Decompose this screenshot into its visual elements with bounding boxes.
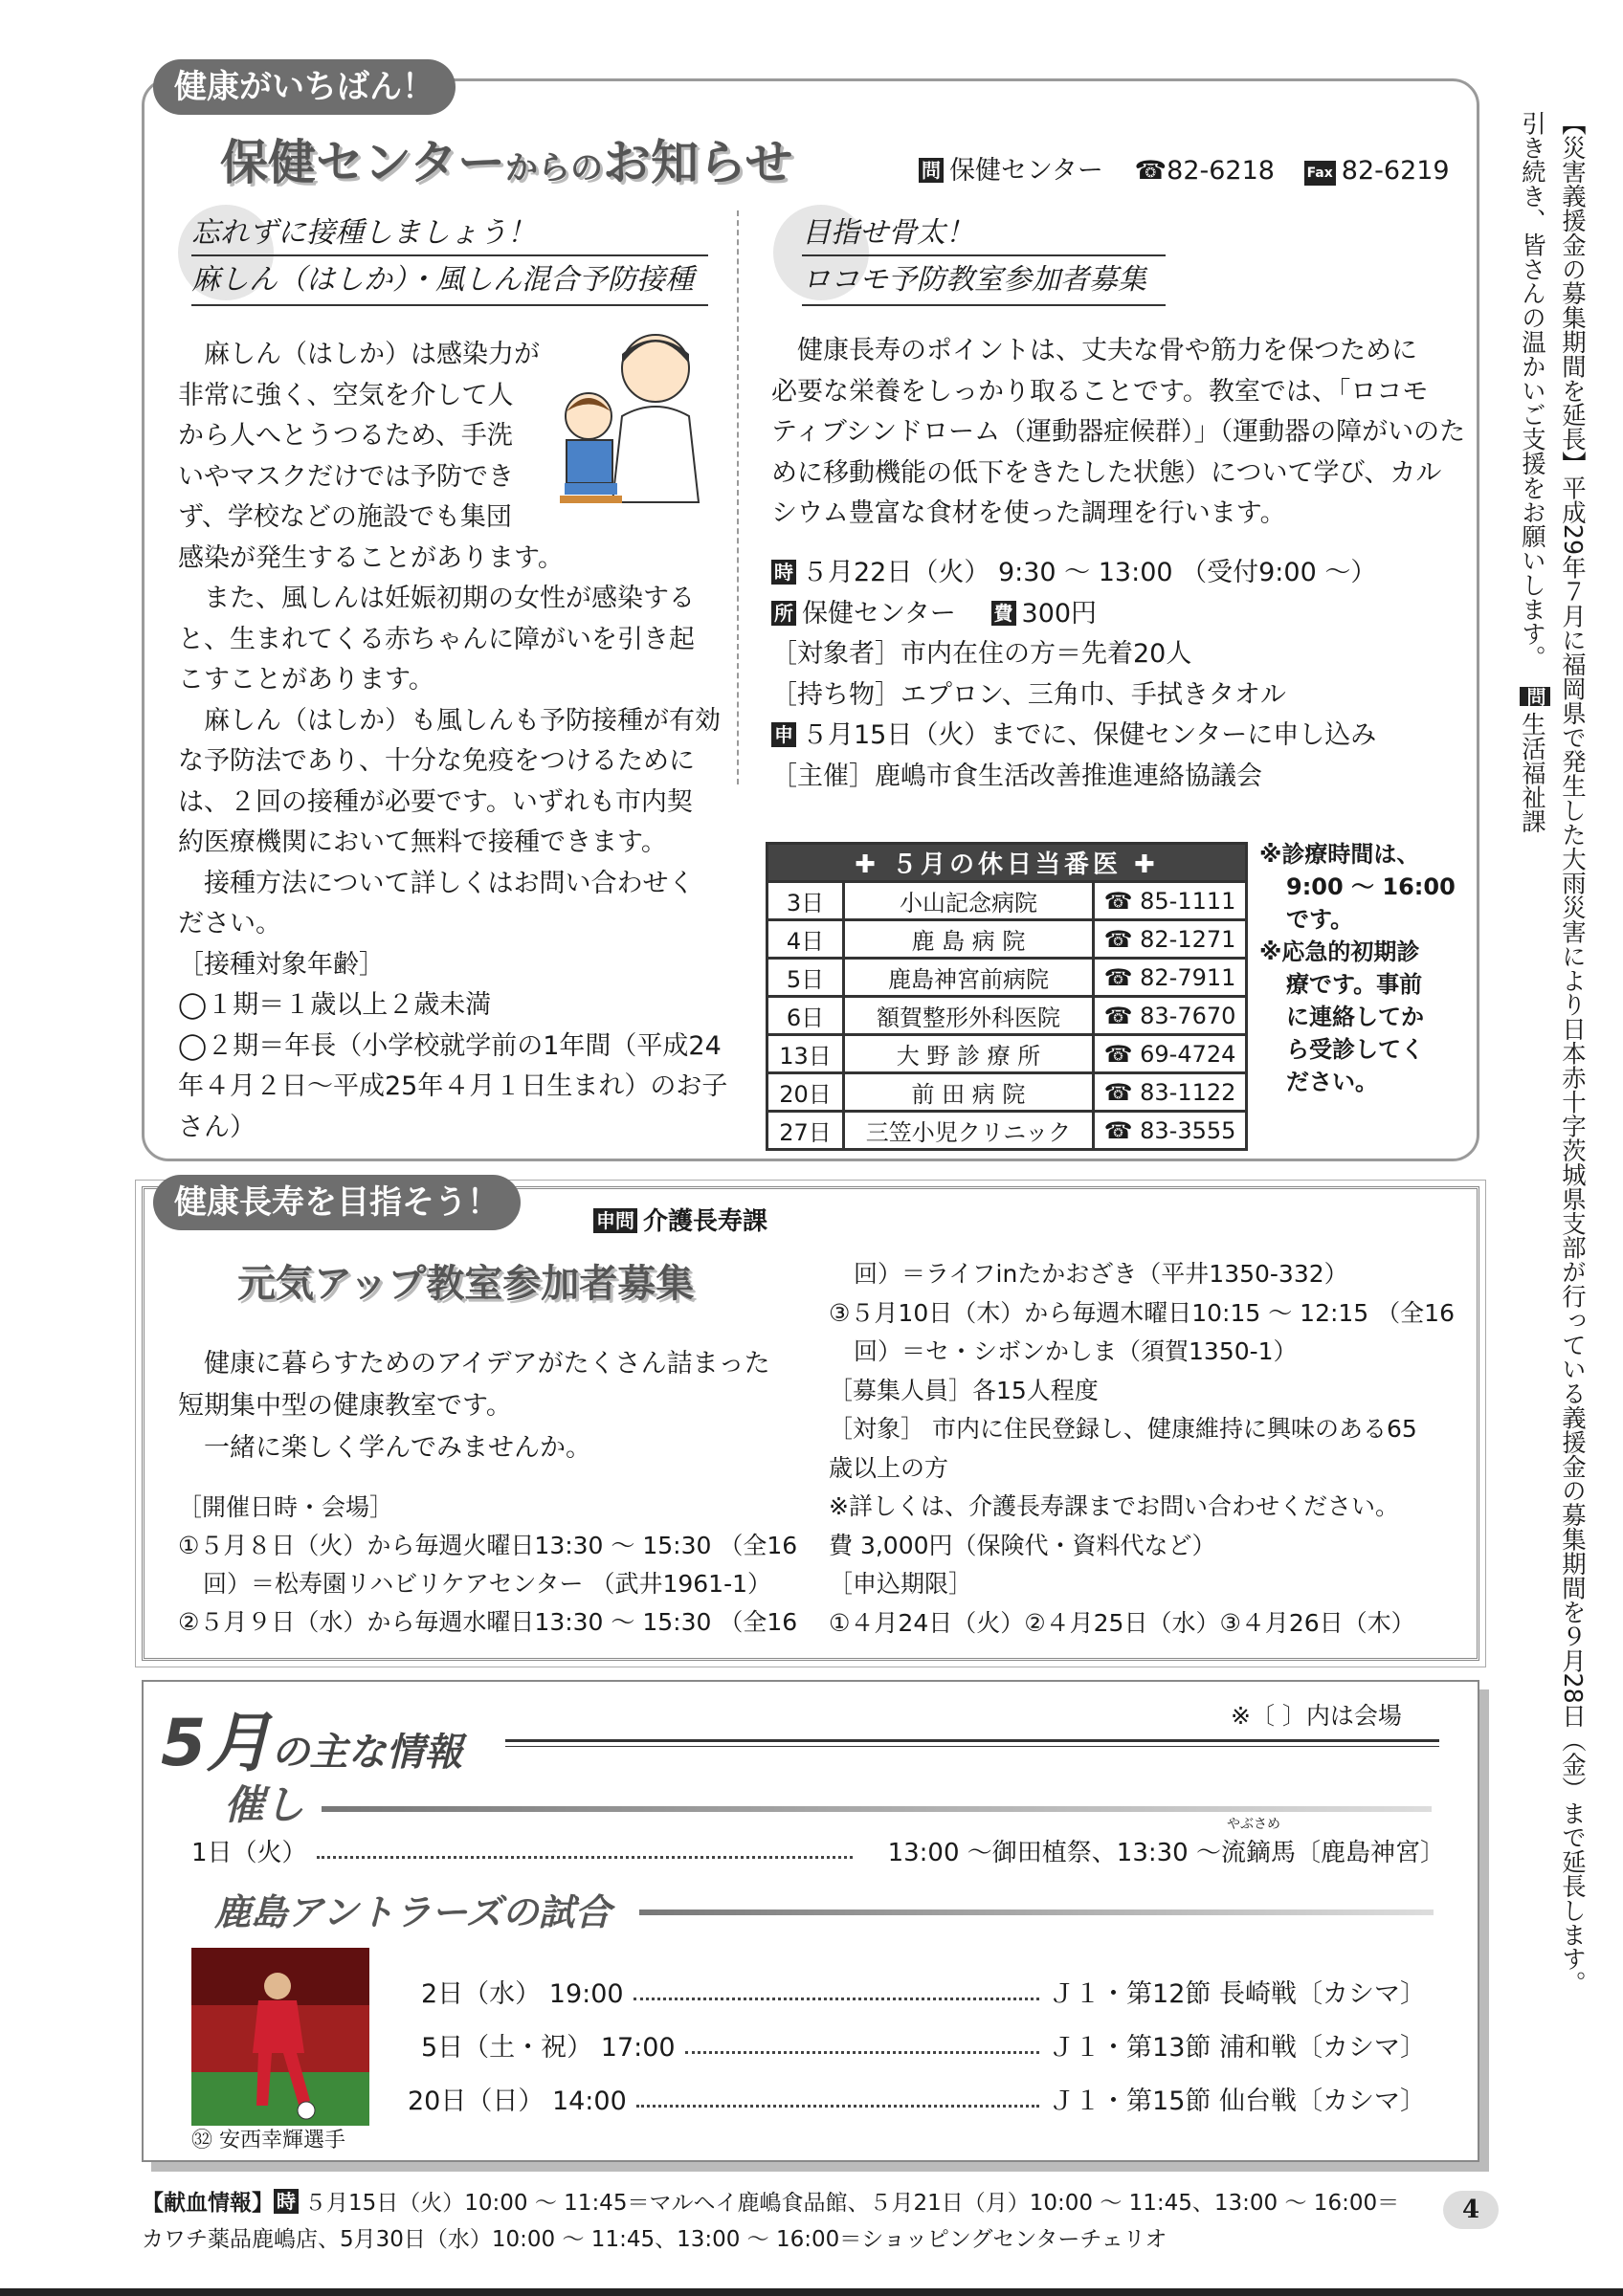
- blood-donation-info: [142, 2185, 1399, 2258]
- duty-tel-value: 83-1122: [1140, 1078, 1236, 1106]
- duty-day: 5日: [767, 959, 844, 997]
- text-line: さん）: [178, 1112, 256, 1142]
- genki-contact: [593, 1202, 767, 1237]
- apply-tag: 申: [771, 722, 796, 747]
- event-detail-c: 〔鹿島神宮〕: [1295, 1839, 1445, 1867]
- table-row: [767, 1073, 1247, 1112]
- duty-day: 13日: [767, 1035, 844, 1073]
- side-notice-col2: [1516, 111, 1550, 833]
- title-part-c: の: [570, 149, 603, 188]
- text-line: ◯２期＝年長（小学校就学前の1年間（平成24: [178, 1030, 722, 1061]
- locomo-time: [771, 553, 1376, 594]
- note-line: ※診療時間は、: [1259, 841, 1420, 868]
- genki-right: [829, 1255, 1455, 1643]
- table-row: [767, 997, 1247, 1035]
- text-line: ①５月８日（火）から毎週火曜日13:30 〜 15:30 （全16: [178, 1532, 798, 1559]
- locomo-target: ［対象者］市内在住の方＝先着20人: [771, 639, 1192, 669]
- title-part-d: お知らせ: [603, 135, 793, 190]
- antlers-heading: 鹿島アントラーズの試合: [214, 1891, 611, 1933]
- event-date: 1日（火）: [191, 1839, 307, 1867]
- text-line: めに移動機能の低下をきたした状態）について学び、カル: [771, 457, 1442, 488]
- duty-name: 鹿島神宮前病院: [844, 959, 1094, 997]
- table-row: [767, 882, 1247, 920]
- text-line: また、風しんは妊娠初期の女性が感染する: [204, 584, 695, 613]
- text-line: 健康に暮らすためのアイデアがたくさん詰まった: [204, 1349, 770, 1379]
- match-row: [408, 2080, 1426, 2117]
- contact-dept: 介護長寿課: [643, 1207, 768, 1236]
- bottom-rule: [0, 2288, 1623, 2296]
- match-row: [421, 1973, 1426, 2010]
- event-detail-a: 13:00 〜御田植祭、13:30 〜: [887, 1839, 1221, 1867]
- vertical-divider: [737, 210, 739, 784]
- text-line: ティブシンドローム（運動器症候群）」（運動器の障がいのた: [771, 417, 1466, 447]
- note-line: ら受診してく: [1286, 1036, 1424, 1063]
- antlers-heading-bar: [639, 1910, 1434, 1915]
- duty-name: 額賀整形外科医院: [844, 997, 1094, 1035]
- leader-dots: [317, 1856, 853, 1859]
- genki-intro: [178, 1343, 770, 1469]
- text-line: 健康長寿のポイントは、丈夫な骨や筋力を保つために: [797, 336, 1417, 365]
- locomo-heading: [802, 212, 1166, 306]
- venue-note: ※〔 〕内は会場: [1231, 1702, 1402, 1730]
- text-line: と、生まれてくる赤ちゃんに障がいを引き起: [178, 624, 695, 654]
- side-notice-col1: 【災害義援金の募集期間を延長】平成29年７月に福岡県で発生した大雨災害により日本赤十字茨城県支部が行っている義援金の募集期間を９月28日（金）まで延長します。: [1559, 111, 1588, 1996]
- title-rule: [505, 1739, 1439, 1747]
- page-number: 4: [1443, 2191, 1499, 2229]
- duty-day: 3日: [767, 882, 844, 920]
- match-date: 2日（水） 19:00: [421, 1979, 624, 2009]
- table-row: [767, 1035, 1247, 1073]
- place-tag: 所: [771, 601, 796, 626]
- health-center-contact: [919, 149, 1450, 187]
- blood-label: 【献血情報】: [142, 2191, 274, 2216]
- may-info-title: [161, 1691, 462, 1784]
- duty-tel-value: 82-7911: [1140, 963, 1236, 991]
- duty-tel: ☎ 83-7670: [1094, 997, 1247, 1035]
- health-center-title: [220, 124, 793, 193]
- genki-left: [178, 1489, 797, 1642]
- text-line: 回）＝セ・シボンかしま（須賀1350-1）: [854, 1337, 1298, 1365]
- duty-tel-value: 83-7670: [1140, 1002, 1236, 1029]
- text-line: ［対象］ 市内に住民登録し、健康維持に興味のある65: [829, 1415, 1417, 1443]
- match-detail: Ｊ１・第12節 長崎戦〔カシマ〕: [1049, 1979, 1426, 2009]
- duty-tel: ☎ 85-1111: [1094, 882, 1247, 920]
- match-detail: Ｊ１・第13節 浦和戦〔カシマ〕: [1049, 2033, 1426, 2063]
- leader-dots: [634, 1998, 1039, 2000]
- event-detail-b: 流鏑馬: [1220, 1839, 1296, 1867]
- text-line: 一緒に楽しく学んでみませんか。: [204, 1433, 591, 1463]
- fax-icon: Fax: [1304, 161, 1336, 186]
- text-line: 回）＝松寿園リハビリケアセンター （武井1961-1）: [203, 1570, 771, 1598]
- text-line: ※詳しくは、介護長寿課までお問い合わせください。: [829, 1492, 1399, 1520]
- locomo-apply: [771, 716, 1376, 757]
- section-pill-kenko: 健康がいちばん！: [153, 59, 456, 115]
- note-line: ださい。: [1286, 1069, 1378, 1095]
- text-line: 必要な栄養をしっかり取ることです。教室では、「ロコモ: [771, 376, 1429, 407]
- duty-tel-value: 85-1111: [1140, 887, 1236, 915]
- duty-table-header: ✚ ５月の休日当番医 ✚: [767, 844, 1247, 882]
- duty-notes: [1259, 838, 1456, 1098]
- note-line: に連絡してか: [1286, 1004, 1424, 1030]
- locomo-bring: ［持ち物］エプロン、三角巾、手拭きタオル: [771, 679, 1286, 710]
- text-line: 短期集中型の健康教室です。: [178, 1391, 512, 1421]
- locomo-heading-1: 目指せ骨太！: [802, 212, 1166, 256]
- duty-name: 小山記念病院: [844, 882, 1094, 920]
- locomo-host: ［主催］鹿嶋市食生活改善推進連絡協議会: [771, 761, 1262, 791]
- events-heading-bar: [322, 1806, 1432, 1812]
- note-line: 療です。事前: [1286, 971, 1423, 998]
- locomo-place: [771, 594, 1376, 635]
- locomo-heading-2: ロコモ予防教室参加者募集: [802, 256, 1166, 306]
- time-value: ５月22日（火） 9:30 〜 13:00 （受付9:00 〜）: [802, 558, 1377, 587]
- duty-header-text: ５月の休日当番医: [891, 850, 1122, 879]
- duty-tel-value: 69-4724: [1140, 1040, 1236, 1068]
- duty-tel: ☎ 83-1122: [1094, 1073, 1247, 1112]
- inquiry-tag: 問: [1520, 687, 1550, 706]
- phone-icon: ☎: [1134, 156, 1167, 186]
- text-line: は、２回の接種が必要です。いずれも市内契: [178, 786, 693, 817]
- measles-heading-1: 忘れずに接種しましょう！: [191, 212, 708, 256]
- text-line: こすことがあります。: [178, 665, 434, 695]
- text-line: 麻しん（はしか）は感染力が: [204, 340, 540, 369]
- fee-tag: 費: [991, 601, 1016, 626]
- time-tag: 時: [771, 560, 796, 585]
- text-line: 非常に強く、空気を介して人: [178, 380, 514, 410]
- duty-day: 20日: [767, 1073, 844, 1112]
- text-line: な予防法であり、十分な免疫をつけるために: [178, 746, 695, 776]
- text-line: 接種方法について詳しくはお問い合わせく: [204, 868, 695, 898]
- apply-value: ５月15日（火）までに、保健センターに申し込み: [802, 720, 1377, 750]
- table-row: [767, 959, 1247, 997]
- duty-tel: ☎ 83-3555: [1094, 1112, 1247, 1150]
- table-row: [767, 920, 1247, 959]
- month-label: 5月: [161, 1706, 272, 1781]
- match-row: [421, 2026, 1426, 2064]
- contact-fax: 82-6219: [1341, 156, 1450, 186]
- table-row: [767, 1112, 1247, 1150]
- duty-name: 鹿 島 病 院: [844, 920, 1094, 959]
- duty-tel-value: 82-1271: [1140, 925, 1236, 953]
- time-tag: 時: [274, 2189, 299, 2214]
- match-detail: Ｊ１・第15節 仙台戦〔カシマ〕: [1049, 2086, 1426, 2116]
- contact-tel: 82-6218: [1167, 156, 1275, 186]
- events-heading: 催し: [224, 1781, 305, 1828]
- text-line: ①４月24日（火）②４月25日（水）③４月26日（木）: [829, 1608, 1415, 1637]
- inquiry-tag: 問: [919, 158, 944, 183]
- holiday-duty-table: [766, 842, 1248, 1151]
- duty-name: 前 田 病 院: [844, 1073, 1094, 1112]
- event-ruby: やぶさめ: [1226, 1817, 1280, 1832]
- duty-tel-value: 83-3555: [1140, 1116, 1236, 1144]
- blood-line-1: [142, 2185, 1399, 2221]
- text-line: ［申込期限］: [829, 1570, 973, 1598]
- fee-value: 300円: [1021, 598, 1098, 629]
- text-line: ［募集人員］各15人程度: [829, 1376, 1099, 1404]
- info-title: の主な情報: [271, 1731, 463, 1775]
- section-pill-choju: 健康長寿を目指そう！: [153, 1175, 521, 1230]
- locomo-details: [771, 553, 1376, 797]
- genki-title: 元気アップ教室参加者募集: [237, 1262, 695, 1306]
- side-contact: 生活福祉課: [1519, 712, 1547, 834]
- measles-body: [178, 335, 727, 1148]
- player-photo: [191, 1948, 369, 2126]
- match-date: 20日（日） 14:00: [408, 2086, 627, 2116]
- text-line: 感染が発生することがあります。: [178, 542, 564, 573]
- measles-heading-2: 麻しん（はしか）・風しん混合予防接種: [191, 256, 708, 306]
- duty-name: 大 野 診 療 所: [844, 1035, 1094, 1073]
- blood-line-2: カワチ薬品鹿嶋店、5月30日（水）10:00 〜 11:45、13:00 〜 16:00＝ショッピングセンターチェリオ: [142, 2227, 1167, 2252]
- text-line: 費 3,000円（保険代・資料代など）: [829, 1531, 1216, 1559]
- duty-name: 三笠小児クリニック: [844, 1112, 1094, 1150]
- text-line: ［接種対象年齢］: [178, 949, 385, 980]
- place-value: 保健センター: [802, 598, 956, 629]
- apply-inquiry-tag: 申問: [593, 1208, 637, 1233]
- measles-heading: [191, 212, 708, 306]
- contact-name: 保健センター: [949, 156, 1103, 186]
- match-date: 5日（土・祝） 17:00: [421, 2033, 676, 2063]
- text-line: ［開催日時・会場］: [178, 1493, 394, 1521]
- title-part-b: から: [505, 149, 570, 188]
- note-line: 9:00 〜 16:00: [1286, 873, 1456, 900]
- duty-tel: ☎ 82-1271: [1094, 920, 1247, 959]
- note-line: です。: [1286, 906, 1354, 933]
- leader-dots: [636, 2105, 1039, 2108]
- text-line: ◯１期＝１歳以上２歳未満: [178, 990, 492, 1020]
- duty-day: 27日: [767, 1112, 844, 1150]
- text-line: ③５月10日（木）から毎週木曜日10:15 〜 12:15 （全16: [829, 1298, 1455, 1327]
- side-col2-text: 引き続き、皆さんの温かいご支援をお願いします。: [1519, 111, 1547, 671]
- text-line: 麻しん（はしか）も風しんも予防接種が有効: [204, 705, 721, 736]
- text-line: ②５月９日（水）から毎週水曜日13:30 〜 15:30 （全16: [178, 1608, 798, 1636]
- player-caption: ㉜ 安西幸輝選手: [191, 2129, 345, 2152]
- text-line: 約医療機関において無料で接種できます。: [178, 828, 667, 857]
- text-line: ださい。: [178, 909, 281, 938]
- duty-day: 4日: [767, 920, 844, 959]
- text-line: 回）＝ライフinたかおざき（平井1350-332）: [854, 1260, 1348, 1288]
- text-line: ず、学校などの施設でも集団: [178, 502, 512, 532]
- text-line: 年４月２日〜平成25年４月１日生まれ）のお子: [178, 1071, 728, 1101]
- text-line: いやマスクだけでは予防でき: [178, 461, 514, 492]
- text-line: から人へとうつるため、手洗: [178, 421, 513, 451]
- duty-day: 6日: [767, 997, 844, 1035]
- event-ruby-wrap: [1220, 1817, 1296, 1868]
- text-line: 歳以上の方: [829, 1453, 949, 1482]
- note-line: ※応急的初期診: [1259, 938, 1420, 965]
- text-line: シウム豊富な食材を使った調理を行います。: [771, 498, 1286, 528]
- locomo-body: [771, 331, 1465, 535]
- leader-dots: [685, 2051, 1039, 2054]
- duty-tel: ☎ 82-7911: [1094, 959, 1247, 997]
- blood-text-1: ５月15日（火）10:00 〜 11:45＝マルヘイ鹿嶋食品館、５月21日（月）10:00 〜 11:45、13:00 〜 16:00＝: [304, 2191, 1400, 2216]
- event-row: [191, 1817, 1445, 1868]
- duty-tel: ☎ 69-4724: [1094, 1035, 1247, 1073]
- title-part-a: 保健センター: [220, 135, 505, 190]
